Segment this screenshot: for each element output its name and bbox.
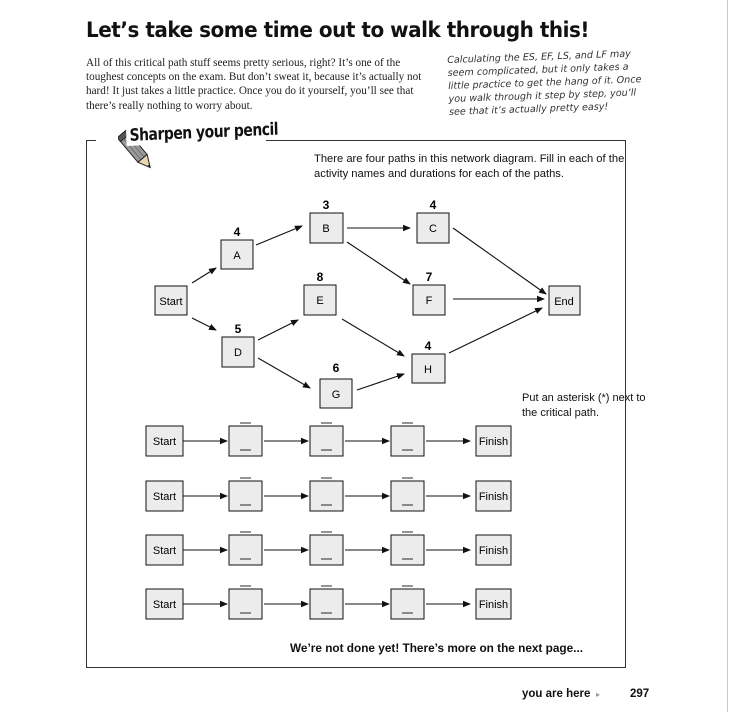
activity-blank-box[interactable]	[391, 532, 424, 565]
footer-arrow-icon: ▸	[596, 690, 601, 699]
svg-text:Finish: Finish	[478, 545, 509, 557]
svg-text:Start: Start	[152, 436, 177, 448]
node-b	[310, 198, 343, 243]
page-number: 297	[630, 688, 650, 700]
node-c	[417, 198, 449, 243]
duration-b: 3	[322, 198, 330, 212]
svg-text:Finish: Finish	[478, 599, 509, 611]
svg-text:Start: Start	[152, 491, 177, 503]
duration-a: 4	[233, 225, 241, 239]
node-end	[549, 286, 580, 315]
duration-h: 4	[424, 339, 432, 353]
worksheet-row	[146, 423, 511, 456]
activity-blank-box[interactable]	[310, 478, 343, 511]
asterisk-instruction: Put an asterisk (*) next to the critical path.	[522, 392, 646, 419]
worksheet-start-box	[146, 535, 183, 565]
handwritten-side-note: Calculating the ES, EF, LS, and LF may seem complicated, but it only takes a little practice to get the hang of it. Once you walk through it step by step, you’ll see that it’s actually pretty easy!	[447, 48, 642, 118]
duration-c: 4	[429, 198, 437, 212]
node-f	[413, 270, 445, 315]
node-d	[222, 322, 254, 367]
svg-text:C: C	[429, 223, 437, 235]
duration-d: 5	[234, 322, 242, 336]
worksheet-row	[146, 532, 511, 565]
worksheet-start-box	[146, 589, 183, 619]
worksheet-finish-box	[476, 481, 511, 511]
worksheet-finish-box	[476, 426, 511, 456]
running-footer: you are here	[522, 688, 591, 700]
worksheet-finish-box	[476, 589, 511, 619]
node-start	[155, 286, 187, 315]
activity-blank-box[interactable]	[310, 532, 343, 565]
worksheet-rows	[146, 423, 511, 619]
exercise-title: Sharpen your pencil	[126, 119, 282, 146]
worksheet-row	[146, 586, 511, 619]
svg-text:E: E	[316, 295, 324, 307]
node-e	[304, 270, 336, 315]
duration-g: 6	[332, 361, 340, 375]
worksheet-start-box	[146, 481, 183, 511]
duration-e: 8	[316, 270, 324, 284]
activity-blank-box[interactable]	[229, 532, 262, 565]
activity-blank-box[interactable]	[310, 423, 343, 456]
svg-text:Finish: Finish	[478, 436, 509, 448]
svg-text:D: D	[234, 347, 242, 359]
activity-blank-box[interactable]	[391, 586, 424, 619]
intro-paragraph: All of this critical path stuff seems pretty serious, right? It’s one of the toughest concepts on the exam. But don’t sweat it, because it’s actually not hard! It just takes a little practice. Once you do it yourself, you’ll see that there’s really nothing to worry about.	[86, 57, 422, 112]
svg-text:Start: Start	[159, 296, 183, 308]
worksheet-finish-box	[476, 535, 511, 565]
node-g	[320, 361, 352, 408]
activity-blank-box[interactable]	[391, 478, 424, 511]
node-h	[412, 339, 445, 383]
node-a	[221, 225, 253, 269]
exercise-instructions: There are four paths in this network diagram. Fill in each of the activity names and durations for each of the paths.	[314, 153, 625, 180]
activity-blank-box[interactable]	[391, 423, 424, 456]
continue-message: We’re not done yet! There’s more on the next page...	[290, 641, 584, 655]
svg-text:Start: Start	[152, 545, 177, 557]
activity-blank-box[interactable]	[229, 586, 262, 619]
svg-text:A: A	[233, 250, 241, 262]
duration-f: 7	[425, 270, 433, 284]
worksheet-row	[146, 478, 511, 511]
svg-text:G: G	[331, 389, 341, 401]
activity-blank-box[interactable]	[229, 478, 262, 511]
svg-text:Start: Start	[152, 599, 177, 611]
worksheet-start-box	[146, 426, 183, 456]
svg-text:End: End	[554, 296, 574, 308]
svg-text:B: B	[322, 223, 330, 235]
svg-text:H: H	[424, 364, 432, 376]
svg-text:F: F	[425, 295, 433, 307]
page-headline: Let’s take some time out to walk through this!	[86, 18, 590, 42]
svg-text:Finish: Finish	[478, 491, 509, 503]
activity-blank-box[interactable]	[310, 586, 343, 619]
activity-blank-box[interactable]	[229, 423, 262, 456]
